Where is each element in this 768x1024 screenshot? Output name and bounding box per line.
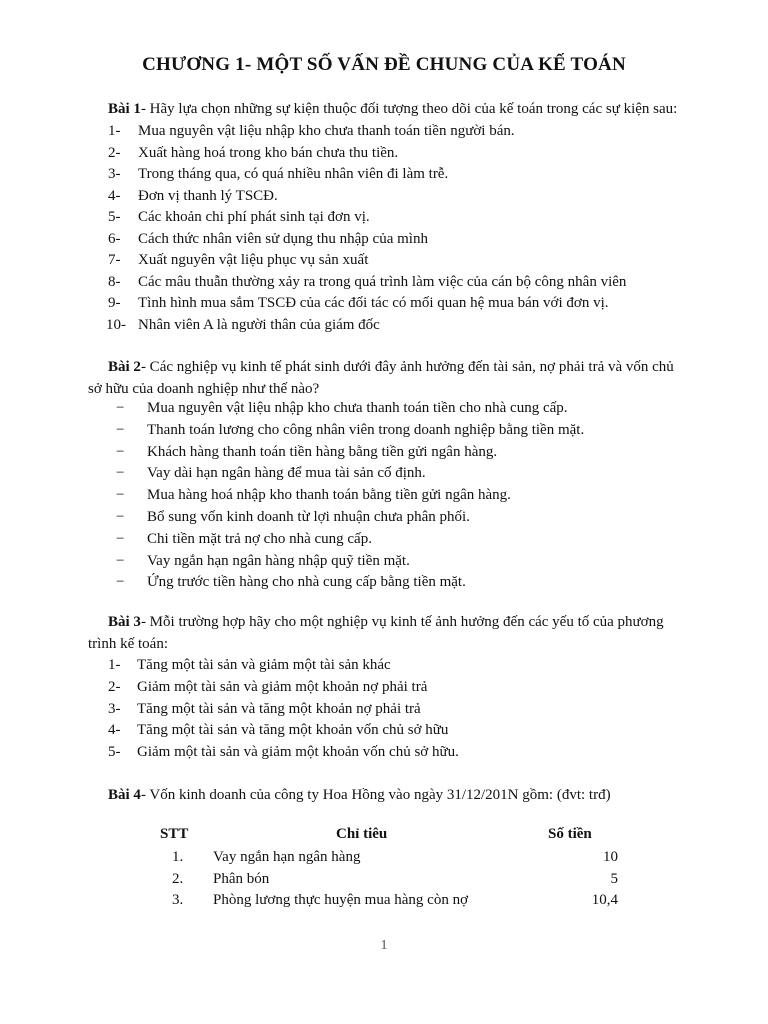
bai2-intro-text: - Các nghiệp vụ kinh tế phát sinh dưới đây ảnh hưởng đến tài sản, nợ phải trả và vốn chủ <box>140 359 674 375</box>
list-item: Mua hàng hoá nhập kho thanh toán bằng tiền gửi ngân hàng. <box>147 487 511 504</box>
bai1-intro-text: - Hãy lựa chọn những sự kiện thuộc đối tượng theo dõi của kế toán trong các sự kiện sau: <box>140 101 678 117</box>
table-cell-chitieu: Phân bón <box>213 870 270 887</box>
list-item-number: 4- <box>108 187 121 204</box>
bai4-intro-text: - Vốn kinh doanh của công ty Hoa Hồng vào ngày 31/12/201N gồm: (đvt: trđ) <box>140 787 611 803</box>
table-cell-sotien: 10,4 <box>591 892 618 908</box>
page-number: 1 <box>380 938 388 953</box>
list-item: Mua nguyên vật liệu nhập kho chưa thanh toán tiền người bán. <box>138 123 515 139</box>
list-item: Thanh toán lương cho công nhân viên trong doanh nghiệp bằng tiền mặt. <box>147 421 585 438</box>
table-header-stt: STT <box>160 826 189 842</box>
list-item: Giảm một tài sản và giảm một khoản nợ phải trả <box>137 678 428 695</box>
bai4-label: Bài 4 <box>108 787 141 803</box>
table-cell-sotien: 10 <box>603 849 618 865</box>
bai1-intro <box>108 99 677 119</box>
bai2-intro <box>108 357 674 377</box>
list-item: Tăng một tài sản và giảm một tài sản khác <box>137 657 391 673</box>
bullet-dash: − <box>116 465 125 482</box>
bai3-intro <box>108 612 664 632</box>
list-item-number: 1- <box>108 657 121 673</box>
bullet-dash: − <box>116 552 125 569</box>
bullet-dash: − <box>116 487 125 504</box>
table-cell-chitieu: Phòng lương thực huyện mua hàng còn nợ <box>213 892 469 908</box>
list-item-number: 10- <box>106 316 126 333</box>
list-item: Xuất nguyên vật liệu phục vụ sản xuất <box>138 252 369 268</box>
bai4-intro <box>108 785 611 805</box>
list-item: Mua nguyên vật liệu nhập kho chưa thanh toán tiền cho nhà cung cấp. <box>147 400 568 416</box>
bai2-intro-line2: sở hữu của doanh nghiệp như thế nào? <box>88 381 320 397</box>
bullet-dash: − <box>116 574 125 591</box>
bullet-dash: − <box>116 421 125 438</box>
list-item: Bổ sung vốn kinh doanh từ lợi nhuận chưa phân phối. <box>147 509 470 525</box>
bai1-label: Bài 1 <box>108 101 141 117</box>
list-item: Nhân viên A là người thân của giám đốc <box>138 316 380 333</box>
list-item: Tình hình mua sắm TSCĐ của các đối tác có mối quan hệ mua bán với đơn vị. <box>138 295 609 311</box>
table-cell-sotien: 5 <box>610 870 618 887</box>
list-item: Các mâu thuẫn thường xảy ra trong quá trình làm việc của cán bộ công nhân viên <box>138 273 627 290</box>
list-item-number: 2- <box>108 144 121 161</box>
list-item-number: 5- <box>108 209 121 225</box>
list-item-number: 6- <box>108 230 121 247</box>
bullet-dash: − <box>116 530 125 547</box>
list-item-number: 3- <box>108 166 121 182</box>
list-item: Vay dài hạn ngân hàng để mua tài sản cố định. <box>147 465 426 482</box>
list-item: Tăng một tài sản và tăng một khoản vốn chủ sở hữu <box>137 722 449 739</box>
bullet-dash: − <box>116 443 125 460</box>
list-item-number: 1- <box>108 123 121 139</box>
page-title: CHƯƠNG 1- MỘT SỐ VẤN ĐỀ CHUNG CỦA KẾ TOÁN <box>142 54 626 75</box>
table-cell-stt: 2. <box>172 870 184 887</box>
list-item-number: 4- <box>108 722 121 739</box>
bai3-label: Bài 3 <box>108 614 141 630</box>
table-header-chitieu: Chỉ tiêu <box>336 826 388 842</box>
list-item: Chi tiền mặt trả nợ cho nhà cung cấp. <box>147 530 372 547</box>
list-item: Xuất hàng hoá trong kho bán chưa thu tiền. <box>138 144 399 161</box>
list-item: Cách thức nhân viên sử dụng thu nhập của mình <box>138 230 428 247</box>
bai3-intro-line2: trình kế toán: <box>88 636 168 652</box>
table-cell-chitieu: Vay ngắn hạn ngân hàng <box>213 849 361 865</box>
bai3-intro-text: - Mỗi trường hợp hãy cho một nghiệp vụ kinh tế ảnh hưởng đến các yếu tố của phương <box>140 614 664 630</box>
table-cell-stt: 1. <box>172 849 184 865</box>
list-item: Giảm một tài sản và giảm một khoản vốn chủ sở hữu. <box>137 744 459 761</box>
table-cell-stt: 3. <box>172 892 184 908</box>
list-item-number: 7- <box>108 252 121 268</box>
list-item: Trong tháng qua, có quá nhiều nhân viên đi làm trễ. <box>138 166 449 182</box>
bullet-dash: − <box>116 400 125 416</box>
list-item-number: 2- <box>108 678 121 695</box>
list-item: Đơn vị thanh lý TSCĐ. <box>138 187 278 204</box>
list-item: Các khoản chi phí phát sinh tại đơn vị. <box>138 209 370 225</box>
list-item: Khách hàng thanh toán tiền hàng bằng tiền gửi ngân hàng. <box>147 443 498 460</box>
bullet-dash: − <box>116 509 125 525</box>
list-item-number: 5- <box>108 744 121 761</box>
table-header-sotien: Số tiền <box>548 826 592 842</box>
list-item-number: 8- <box>108 273 121 290</box>
list-item-number: 9- <box>108 295 121 311</box>
bai2-label: Bài 2 <box>108 359 141 375</box>
list-item: Ứng trước tiền hàng cho nhà cung cấp bằng tiền mặt. <box>147 574 466 591</box>
list-item-number: 3- <box>108 700 121 717</box>
list-item: Tăng một tài sản và tăng một khoản nợ phải trả <box>137 700 421 717</box>
list-item: Vay ngắn hạn ngân hàng nhập quỹ tiền mặt. <box>147 552 410 569</box>
